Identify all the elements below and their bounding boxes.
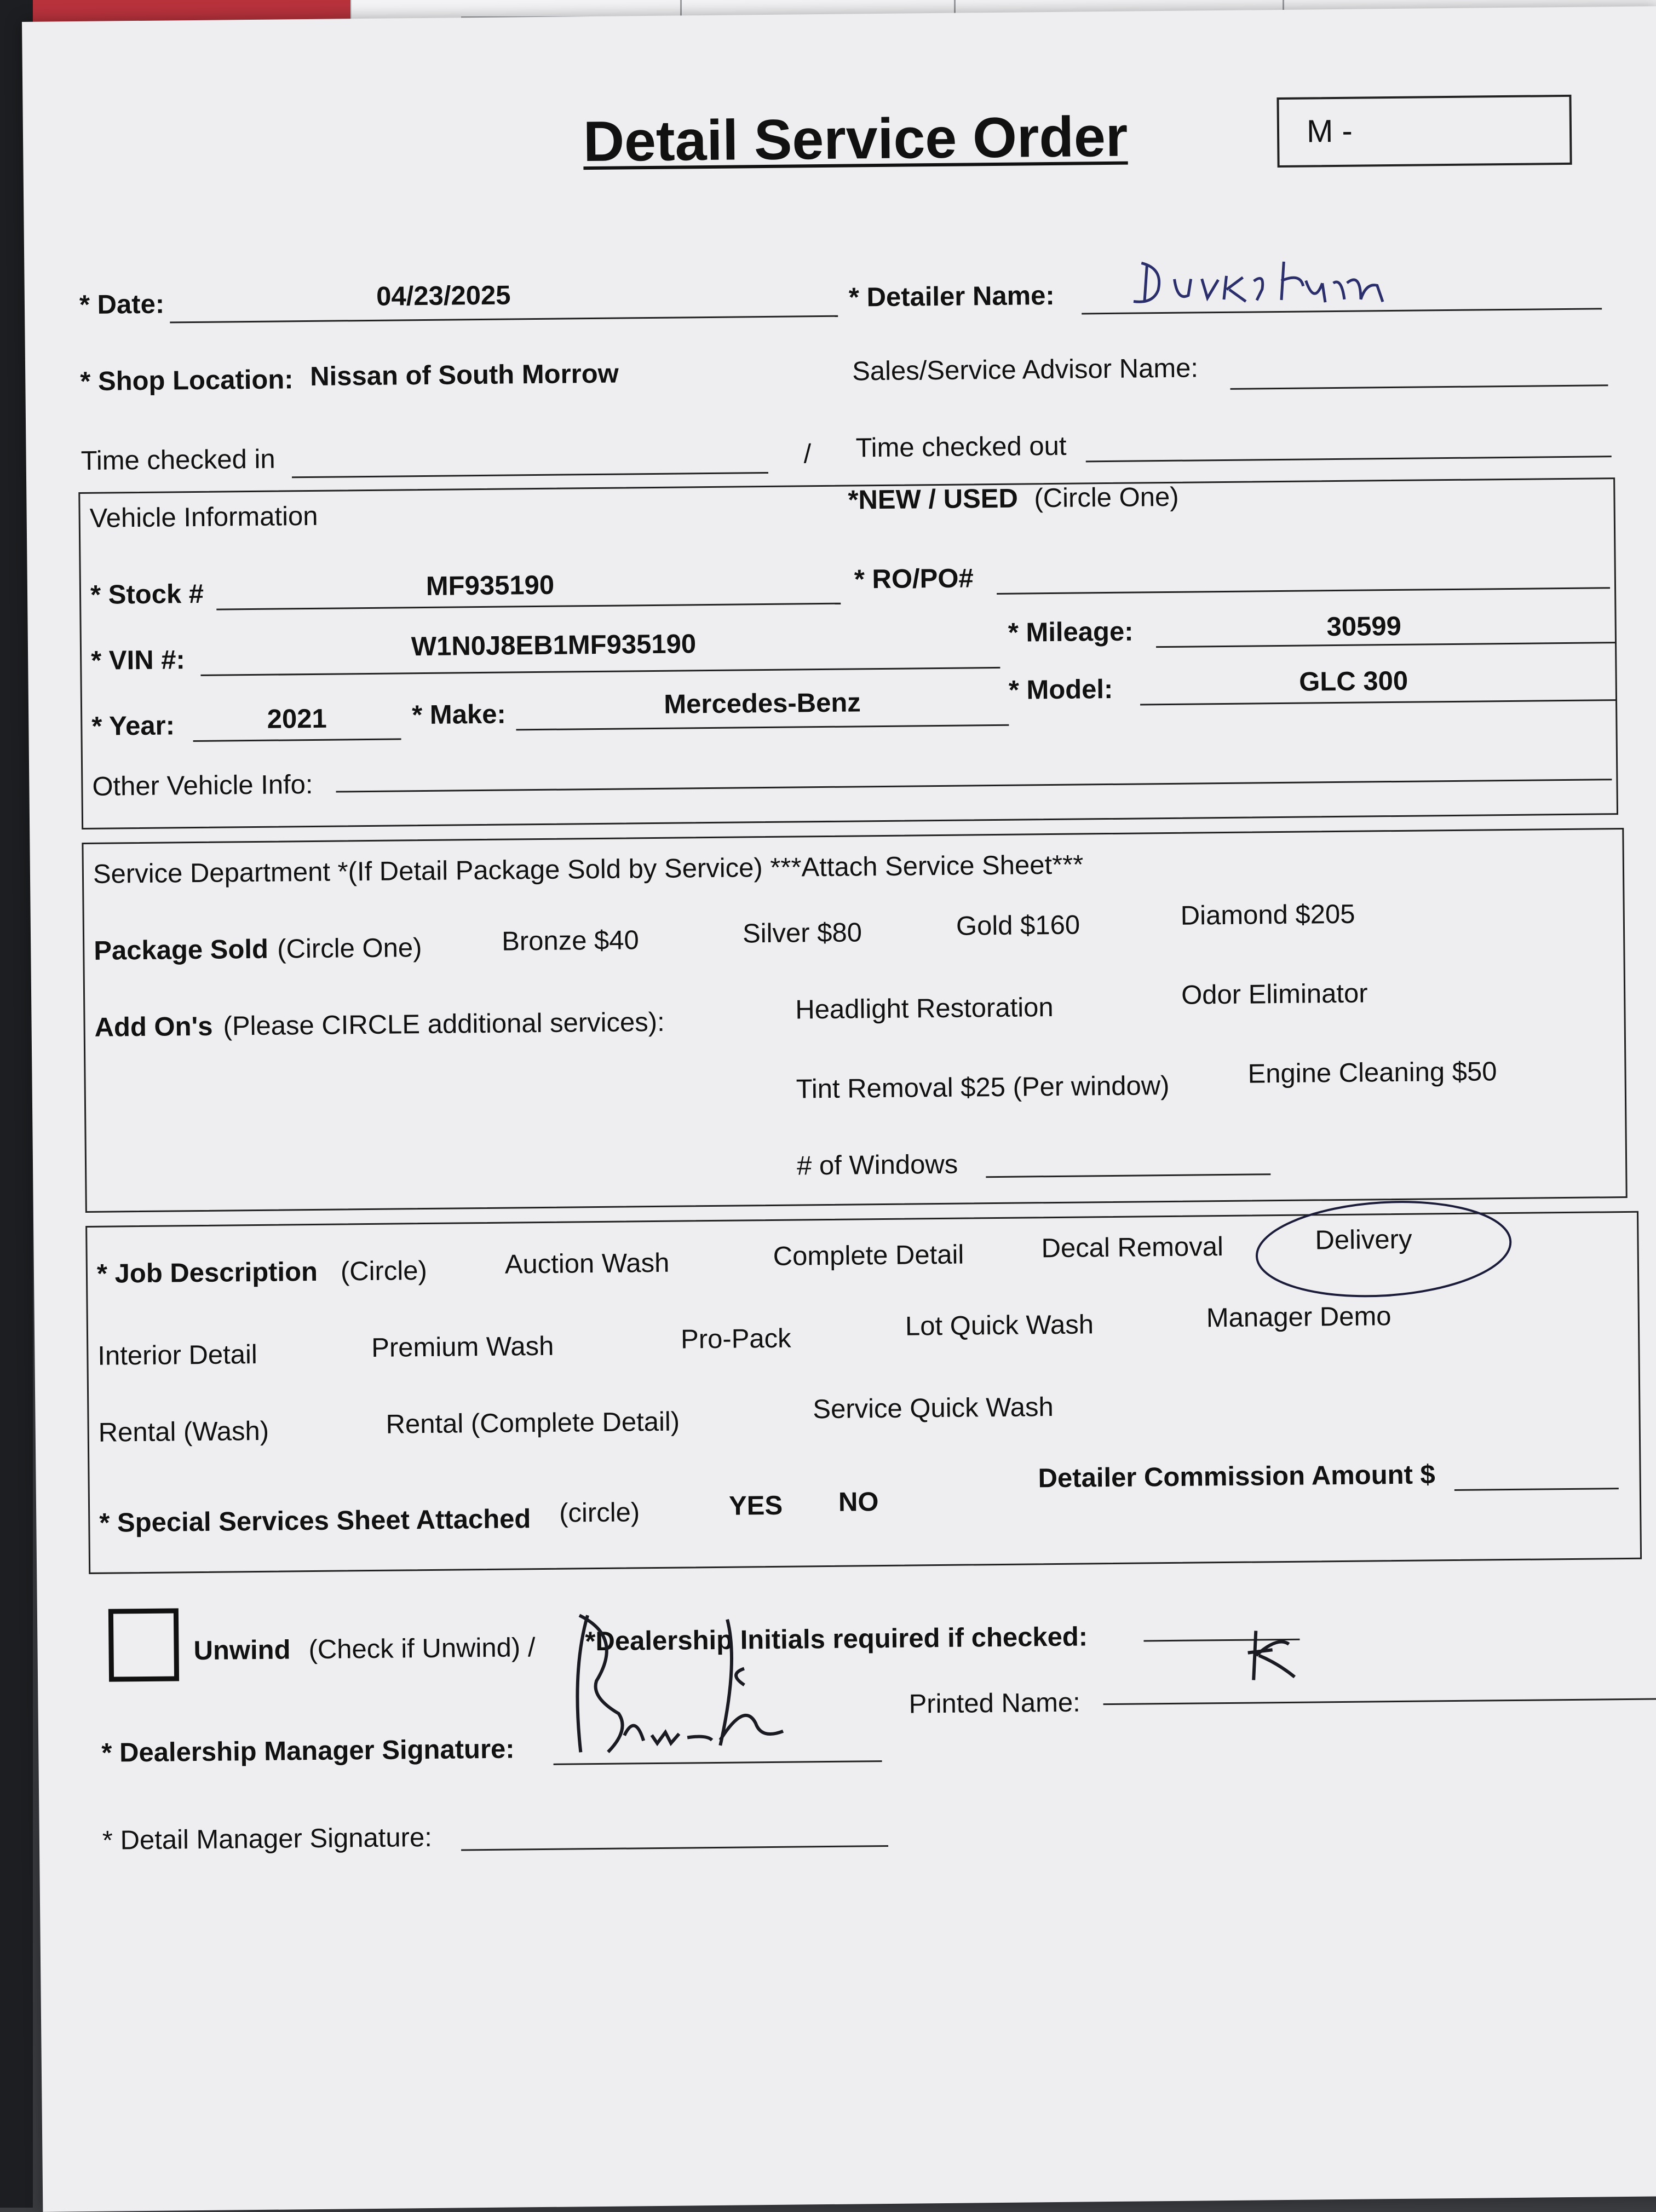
unwind-checkbox[interactable] (108, 1608, 179, 1681)
time-out-label: Time checked out (855, 431, 1067, 463)
date-value[interactable]: 04/23/2025 (376, 280, 511, 312)
year-label: * Year: (91, 711, 175, 741)
package-gold[interactable]: Gold $160 (956, 910, 1080, 941)
job-complete-detail[interactable]: Complete Detail (773, 1240, 964, 1271)
package-diamond[interactable]: Diamond $205 (1180, 899, 1355, 931)
mileage-value[interactable]: 30599 (1326, 611, 1402, 642)
order-number-label: M - (1306, 113, 1353, 149)
job-premium-wash[interactable]: Premium Wash (371, 1331, 554, 1363)
time-out-line (1086, 456, 1612, 462)
addon-headlight[interactable]: Headlight Restoration (795, 993, 1054, 1025)
time-in-line (292, 472, 768, 478)
model-label: * Model: (1008, 674, 1113, 705)
printed-name-line (1103, 1698, 1656, 1705)
detailer-name-handwriting (1125, 250, 1399, 313)
job-rental-wash[interactable]: Rental (Wash) (98, 1416, 269, 1448)
date-line (170, 315, 838, 324)
vehicle-info-heading: Vehicle Information (89, 501, 318, 533)
time-in-label: Time checked in (81, 444, 275, 476)
advisor-name-label: Sales/Service Advisor Name: (852, 353, 1199, 387)
manager-signature-handwriting (563, 1602, 871, 1763)
package-label: Package Sold (94, 934, 269, 966)
model-value[interactable]: GLC 300 (1299, 666, 1408, 697)
printed-name-label: Printed Name: (909, 1687, 1081, 1719)
vin-value[interactable]: W1N0J8EB1MF935190 (411, 629, 697, 662)
new-used-hint: (Circle One) (1034, 482, 1179, 514)
time-slash: / (803, 439, 812, 469)
detail-manager-signature-line (461, 1845, 888, 1851)
year-value[interactable]: 2021 (267, 704, 327, 734)
delivery-circle-mark (1249, 1193, 1524, 1311)
manager-signature-label: * Dealership Manager Signature: (101, 1734, 515, 1768)
date-label: * Date: (79, 289, 165, 320)
order-number-box[interactable] (1277, 95, 1572, 168)
vin-label: * VIN #: (90, 645, 186, 676)
addon-tint[interactable]: Tint Removal $25 (Per window) (796, 1070, 1170, 1104)
form-title: Detail Service Order (583, 105, 1128, 174)
job-lot-quick-wash[interactable]: Lot Quick Wash (905, 1310, 1094, 1341)
stock-label: * Stock # (90, 579, 204, 610)
shop-location-value[interactable]: Nissan of South Morrow (309, 359, 619, 391)
job-service-quick-wash[interactable]: Service Quick Wash (813, 1392, 1054, 1425)
ro-po-label: * RO/PO# (854, 563, 974, 595)
special-services-hint: (circle) (559, 1497, 640, 1528)
initials-required-label: *Dealership Initials required if checked: (585, 1622, 1088, 1657)
mileage-label: * Mileage: (1008, 617, 1134, 648)
addons-label: Add On's (94, 1011, 213, 1042)
special-yes[interactable]: YES (728, 1490, 783, 1521)
windows-label: # of Windows (796, 1149, 958, 1181)
service-order-form (22, 6, 1656, 2212)
package-hint: (Circle One) (277, 933, 422, 964)
unwind-hint: (Check if Unwind) / (308, 1633, 536, 1665)
make-value[interactable]: Mercedes-Benz (664, 688, 861, 719)
addon-engine[interactable]: Engine Cleaning $50 (1247, 1057, 1497, 1089)
detail-manager-signature-label: * Detail Manager Signature: (102, 1822, 433, 1856)
other-info-label: Other Vehicle Info: (92, 769, 313, 802)
special-services-label: * Special Services Sheet Attached (99, 1504, 531, 1538)
advisor-name-line (1231, 384, 1608, 390)
new-used-label: *NEW / USED (848, 483, 1019, 515)
job-manager-demo[interactable]: Manager Demo (1206, 1301, 1392, 1333)
stock-value[interactable]: MF935190 (426, 570, 555, 601)
commission-label: Detailer Commission Amount $ (1038, 1460, 1436, 1494)
job-rental-complete[interactable]: Rental (Complete Detail) (386, 1407, 680, 1439)
job-interior-detail[interactable]: Interior Detail (97, 1339, 258, 1371)
job-decal-removal[interactable]: Decal Removal (1041, 1232, 1224, 1264)
service-heading: Service Department *(If Detail Package Sold by Service) ***Attach Service Sheet*** (93, 850, 1084, 889)
job-label: * Job Description (96, 1257, 318, 1289)
job-pro-pack[interactable]: Pro-Pack (680, 1323, 791, 1355)
detailer-name-label: * Detailer Name: (848, 280, 1055, 313)
package-bronze[interactable]: Bronze $40 (501, 925, 640, 957)
job-delivery[interactable]: Delivery (1315, 1224, 1412, 1255)
addon-odor[interactable]: Odor Eliminator (1181, 978, 1368, 1010)
special-no[interactable]: NO (838, 1487, 879, 1517)
addons-hint: (Please CIRCLE additional services): (223, 1007, 665, 1041)
package-silver[interactable]: Silver $80 (742, 918, 863, 949)
printed-name-mark (1239, 1625, 1306, 1686)
shop-location-label: * Shop Location: (80, 365, 294, 397)
job-auction-wash[interactable]: Auction Wash (504, 1248, 670, 1280)
make-label: * Make: (411, 699, 507, 730)
job-hint: (Circle) (340, 1256, 428, 1287)
unwind-label: Unwind (193, 1635, 291, 1666)
